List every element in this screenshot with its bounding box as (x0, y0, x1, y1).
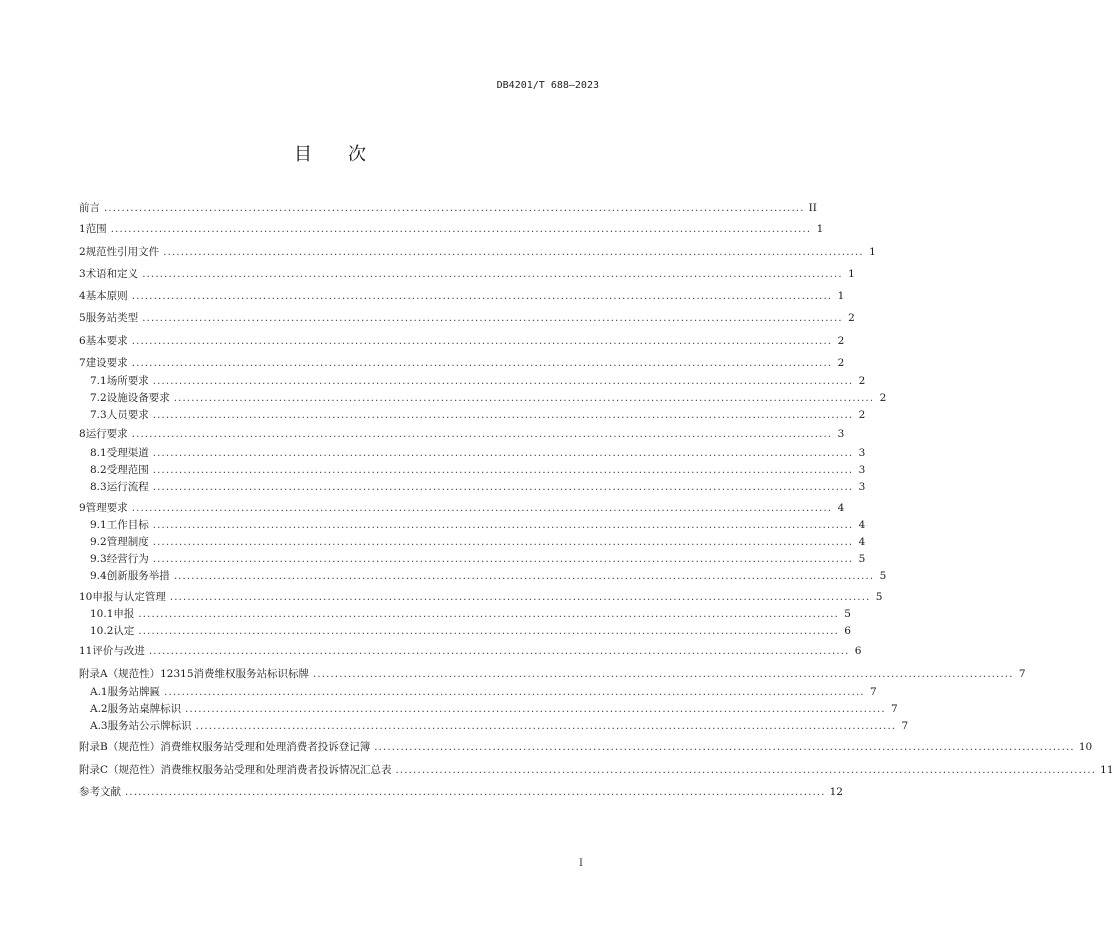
toc-entry-label: 服务站公示牌标识 (107, 720, 192, 732)
toc-entry[interactable] (90, 517, 866, 533)
toc-entry[interactable] (79, 426, 845, 442)
toc-entry[interactable] (90, 568, 887, 584)
toc-entry[interactable] (79, 739, 1093, 755)
toc-entry-label: 消费维权服务站受理和处理消费者投诉情况汇总表 (160, 764, 392, 776)
toc-entry-page-number: 7 (870, 686, 877, 698)
dot-leader: ................................................................................................................................................................ (173, 393, 875, 404)
dot-leader: ................................................................................................................................................................ (131, 429, 833, 440)
toc-entry-number: 8 (79, 428, 86, 440)
toc-entry-label: 申报与认定管理 (92, 591, 166, 603)
toc-entry-number: 5 (79, 312, 86, 324)
dot-leader: ................................................................................................................................................................ (104, 203, 805, 214)
toc-entry-page-number: 10 (1078, 741, 1093, 753)
toc-entry-label: 创新服务举措 (106, 570, 170, 582)
toc-entry-number: A.3 (90, 720, 108, 732)
toc-entry[interactable] (79, 784, 843, 800)
toc-entry[interactable] (79, 266, 855, 282)
toc-entry-label: 运行要求 (85, 428, 128, 440)
toc-entry-label: 经营行为 (106, 553, 149, 565)
toc-entry[interactable] (79, 643, 862, 659)
toc-entry-label: 消费维权服务站受理和处理消费者投诉登记簿 (160, 741, 371, 753)
footer-page-number: I (579, 858, 583, 869)
toc-entry-page-number: 4 (837, 502, 845, 514)
dot-leader: ................................................................................................................................................................ (131, 336, 833, 347)
toc-entry-page-number: 1 (837, 290, 845, 302)
toc-entry-number: 9.2 (90, 536, 107, 548)
toc-entry-label: 运行流程 (106, 481, 149, 493)
toc-entry[interactable] (90, 606, 851, 622)
toc-entry-label: 管理制度 (106, 536, 149, 548)
dot-leader: ................................................................................................................................................................ (152, 482, 854, 493)
toc-entry-label: 术语和定义 (85, 268, 139, 280)
toc-entry-page-number: 2 (858, 375, 866, 387)
toc-entry-page-number: 5 (875, 591, 883, 603)
toc-entry-number: 11 (79, 645, 93, 657)
toc-entry-page-number: 2 (858, 409, 866, 421)
toc-entry-number: 10 (79, 591, 93, 603)
toc-entry-label: 前言 (79, 202, 100, 214)
toc-entry-page-number: 5 (844, 608, 851, 620)
toc-entry-page-number: 1 (816, 223, 824, 235)
toc-entry-number: 3 (79, 268, 86, 280)
toc-entry-page-number: 4 (858, 536, 866, 548)
document-code: DB4201/T 688—2023 (496, 80, 599, 91)
dot-leader: ................................................................................................................................................................ (142, 269, 843, 280)
toc-entry-page-number: 3 (858, 481, 866, 493)
toc-entry-label: 12315消费维权服务站标识标牌 (160, 668, 309, 680)
toc-entry-page-number: 3 (837, 428, 845, 440)
toc-entry-page-number: 7 (901, 720, 909, 732)
dot-leader: ................................................................................................................................................................ (142, 313, 843, 324)
toc-entry-page-number: 2 (837, 357, 845, 369)
toc-entry-number: 2 (79, 246, 86, 258)
toc-entry-number: 9.1 (90, 519, 107, 531)
toc-entry[interactable] (79, 200, 817, 216)
toc-entry-label: 评价与改进 (92, 645, 145, 657)
toc-entry[interactable] (79, 355, 845, 371)
toc-entry-label: 工作目标 (106, 519, 149, 531)
toc-entry[interactable] (79, 589, 883, 605)
dot-leader: ................................................................................................................................................................ (110, 224, 812, 235)
dot-leader: ................................................................................................................................................................ (131, 503, 833, 514)
dot-leader: ................................................................................................................................................................ (374, 742, 1075, 753)
toc-entry-number: A.2 (90, 703, 108, 715)
toc-entry[interactable] (90, 390, 887, 406)
toc-entry-number: 1 (79, 223, 86, 235)
dot-leader: ................................................................................................................................................................ (131, 358, 833, 369)
page-title-char-1: 目 (294, 144, 314, 165)
toc-entry-number: 4 (79, 290, 86, 302)
toc-entry-label: 基本要求 (85, 335, 128, 347)
toc-entry-number: A.1 (90, 686, 108, 698)
toc-entry[interactable] (90, 684, 877, 700)
dot-leader: ................................................................................................................................................................ (152, 537, 854, 548)
toc-entry[interactable] (79, 333, 845, 349)
dot-leader: ................................................................................................................................................................ (164, 687, 865, 698)
toc-entry-page-number: 5 (858, 553, 866, 565)
toc-entry-page-number: 1 (848, 268, 855, 280)
dot-leader: ................................................................................................................................................................ (138, 609, 839, 620)
toc-entry-label: 参考文献 (79, 786, 121, 798)
toc-entry-page-number: 6 (854, 645, 862, 657)
toc-entry-label: 设施设备要求 (106, 392, 170, 404)
toc-entry-label: 服务站牌匾 (107, 686, 161, 698)
dot-leader: ................................................................................................................................................................ (125, 787, 826, 798)
dot-leader: ................................................................................................................................................................ (152, 465, 854, 476)
dot-leader: ................................................................................................................................................................ (152, 554, 854, 565)
toc-entry[interactable] (90, 407, 866, 423)
toc-entry-page-number: 2 (848, 312, 855, 324)
toc-entry-page-number: 2 (879, 392, 887, 404)
dot-leader: ................................................................................................................................................................ (152, 448, 854, 459)
dot-leader: ................................................................................................................................................................ (148, 646, 850, 657)
toc-entry[interactable] (90, 551, 866, 567)
toc-entry[interactable] (79, 310, 855, 326)
toc-entry[interactable] (79, 221, 824, 237)
dot-leader: ................................................................................................................................................................ (195, 721, 897, 732)
toc-entry-number: 7.1 (90, 375, 107, 387)
toc-entry-label: 申报 (113, 608, 135, 620)
dot-leader: ................................................................................................................................................................ (152, 520, 854, 531)
dot-leader: ................................................................................................................................................................ (152, 410, 854, 421)
toc-entry-label: 建设要求 (85, 357, 128, 369)
dot-leader: ................................................................................................................................................................ (185, 704, 886, 715)
toc-entry[interactable] (79, 500, 845, 516)
page-title (0, 140, 662, 166)
toc-entry-page-number: 7 (891, 703, 898, 715)
dot-leader: ................................................................................................................................................................ (313, 669, 1014, 680)
toc-entry[interactable] (90, 701, 898, 717)
toc-entry-number: 6 (79, 335, 86, 347)
dot-leader: ................................................................................................................................................................ (163, 247, 864, 258)
toc-entry-label: 服务站桌牌标识 (107, 703, 182, 715)
toc-entry[interactable] (79, 762, 1114, 778)
toc-entry-page-number: 3 (858, 464, 866, 476)
toc-entry-number: 附录C（规范性） (79, 764, 161, 776)
toc-entry[interactable] (90, 534, 866, 550)
dot-leader: ................................................................................................................................................................ (173, 571, 875, 582)
toc-entry-number: 附录B（规范性） (79, 741, 161, 753)
toc-entry[interactable] (79, 666, 1026, 682)
toc-entry[interactable] (90, 445, 866, 461)
toc-entry-number: 9.4 (90, 570, 107, 582)
toc-entry-number: 7.3 (90, 409, 107, 421)
toc-entry[interactable] (90, 373, 866, 389)
toc-entry-label: 场所要求 (106, 375, 149, 387)
toc-entry-number: 8.1 (90, 447, 107, 459)
toc-entry-page-number: 7 (1018, 668, 1026, 680)
toc-entry-number: 8.2 (90, 464, 107, 476)
toc-entry[interactable] (90, 623, 851, 639)
toc-entry-number: 附录A（规范性） (79, 668, 161, 680)
toc-entry-page-number: 12 (829, 786, 843, 798)
toc-entry-number: 10.2 (90, 625, 114, 637)
toc-entry-label: 认定 (113, 625, 135, 637)
toc-entry-label: 服务站类型 (85, 312, 139, 324)
dot-leader: ................................................................................................................................................................ (152, 376, 854, 387)
toc-entry-label: 基本原则 (85, 290, 128, 302)
page-title-char-2: 次 (348, 144, 368, 165)
toc-entry-page-number: 6 (844, 625, 851, 637)
toc-entry-number: 9.3 (90, 553, 107, 565)
toc-entry-number: 10.1 (90, 608, 114, 620)
toc-entry-page-number: 11 (1100, 764, 1114, 776)
toc-entry[interactable] (90, 462, 866, 478)
toc-entry-label: 受理范围 (106, 464, 149, 476)
toc-entry[interactable] (79, 288, 845, 304)
toc-entry[interactable] (79, 244, 876, 260)
dot-leader: ................................................................................................................................................................ (395, 765, 1097, 776)
toc-entry[interactable] (90, 479, 866, 495)
dot-leader: ................................................................................................................................................................ (131, 291, 833, 302)
toc-entry-label: 人员要求 (106, 409, 149, 421)
toc-entry-number: 7.2 (90, 392, 107, 404)
toc-entry-number: 8.3 (90, 481, 107, 493)
toc-entry-page-number: 2 (837, 335, 845, 347)
toc-entry-page-number: 4 (858, 519, 866, 531)
toc-entry-page-number: 1 (869, 246, 876, 258)
toc-entry-number: 9 (79, 502, 86, 514)
toc-entry-page-number: II (808, 202, 817, 214)
toc-entry-label: 管理要求 (85, 502, 128, 514)
toc-entry-page-number: 3 (858, 447, 866, 459)
toc-entry-label: 范围 (85, 223, 107, 235)
toc-entry-label: 规范性引用文件 (85, 246, 160, 258)
toc-entry[interactable] (90, 718, 909, 734)
toc-entry-number: 7 (79, 357, 86, 369)
dot-leader: ................................................................................................................................................................ (138, 626, 839, 637)
toc-entry-label: 受理渠道 (106, 447, 149, 459)
toc-entry-page-number: 5 (879, 570, 887, 582)
dot-leader: ................................................................................................................................................................ (169, 592, 871, 603)
